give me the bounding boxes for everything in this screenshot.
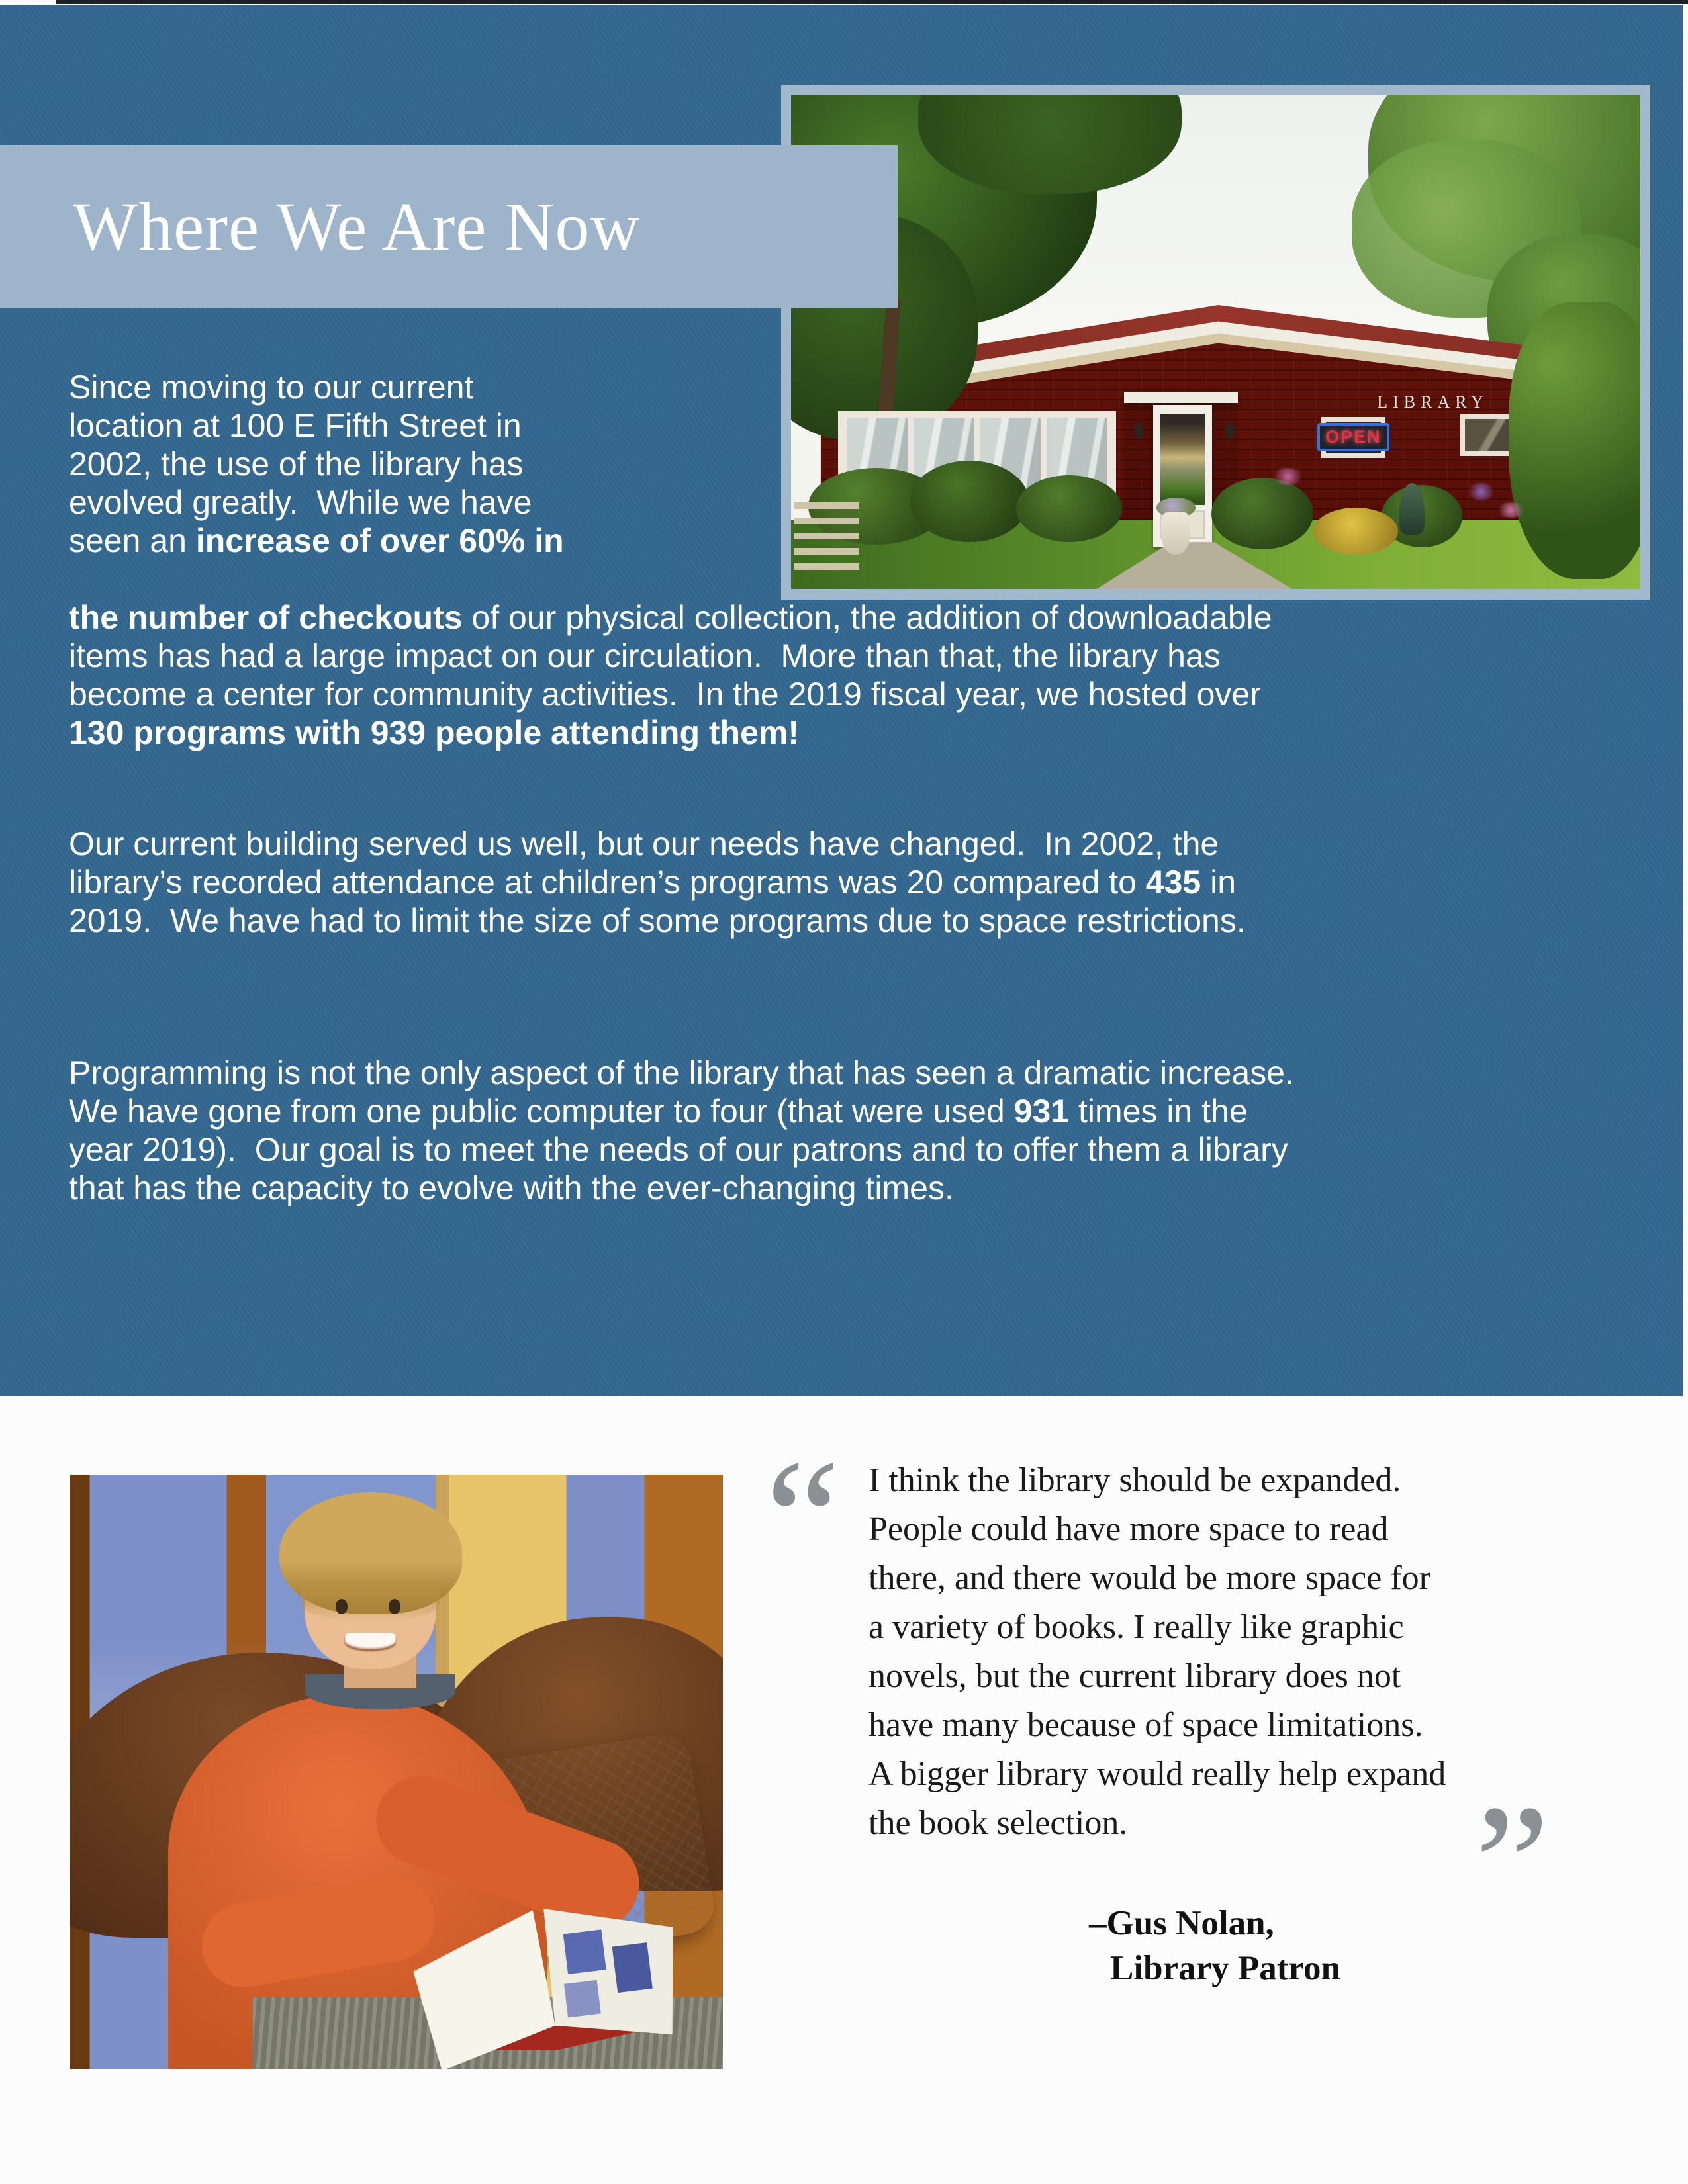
intro-paragraph-column	[69, 368, 564, 560]
text-line	[69, 1130, 1294, 1169]
attribution-role: Library Patron	[1110, 1949, 1340, 1987]
text-line	[69, 445, 564, 483]
text-segment: location at 100 E Fifth Street in	[69, 407, 522, 444]
library-photo	[791, 95, 1640, 589]
text-segment: Since moving to our current	[69, 369, 474, 406]
text-segment: of our physical collection, the addition of downloadable	[462, 599, 1272, 636]
text-segment: seen an	[69, 522, 196, 559]
purple-flowers	[1466, 483, 1496, 500]
text-segment: We have gone from one public computer to four (that were used	[69, 1093, 1014, 1130]
bush	[1016, 475, 1122, 542]
open-sign: OPEN	[1317, 423, 1389, 451]
bush	[910, 461, 1029, 542]
bench	[794, 502, 859, 571]
text-line	[69, 1169, 1294, 1207]
text-segment: 931	[1013, 1093, 1070, 1130]
library-building-sign: LIBRARY	[1377, 392, 1489, 412]
text-line: have many because of space limitations.	[868, 1706, 1423, 1744]
text-segment: that has the capacity to evolve with the ever-changing times.	[69, 1169, 954, 1206]
comic-panel	[612, 1942, 653, 1993]
text-line	[69, 825, 1246, 863]
text-segment: become a center for community activities. In the 2019 fiscal year, we hosted over	[69, 676, 1261, 713]
text-line	[69, 637, 1272, 675]
text-segment: 130 programs with 939 people attending them!	[69, 714, 800, 751]
text-line: A bigger library would really help expand	[868, 1755, 1446, 1793]
scan-artifact-line	[56, 0, 1688, 4]
text-segment: items has had a large impact on our circulation. More than that, the library has	[69, 637, 1221, 674]
bush	[1211, 478, 1313, 549]
text-segment: evolved greatly. While we have	[69, 484, 532, 521]
text-segment: increase of over 60% in	[195, 522, 564, 559]
yellow-flower-bush	[1313, 508, 1398, 555]
paragraph-programming-growth	[69, 1054, 1294, 1207]
text-segment: the number of checkouts	[69, 599, 463, 636]
close-quote-icon: ”	[1475, 1771, 1550, 1958]
open-quote-icon: “	[765, 1426, 841, 1612]
text-segment: 2019. We have had to limit the size of some programs due to space restrictions.	[69, 902, 1246, 939]
page-title: Where We Are Now	[73, 189, 641, 265]
text-segment: in	[1201, 864, 1237, 901]
porch-lamp-icon	[1225, 423, 1235, 439]
text-line	[69, 522, 564, 560]
text-line	[69, 713, 1272, 752]
text-line: a variety of books. I really like graphic	[868, 1608, 1404, 1646]
patron-quote	[868, 1456, 1446, 1848]
text-line	[69, 483, 564, 522]
pink-flowers	[1496, 502, 1526, 517]
boy-eye	[389, 1599, 400, 1614]
comic-panel	[563, 1929, 606, 1974]
boy-eye	[336, 1599, 348, 1614]
door-glass	[1160, 414, 1204, 505]
text-line	[69, 368, 564, 406]
text-segment: library’s recorded attendance at children’s programs was 20 compared to	[69, 864, 1146, 901]
text-line	[69, 1092, 1294, 1130]
text-line: novels, but the current library does not	[868, 1657, 1401, 1695]
text-line	[69, 675, 1272, 713]
text-line: People could have more space to read	[868, 1510, 1389, 1548]
text-segment: Programming is not the only aspect of the library that has seen a dramatic increase.	[69, 1054, 1294, 1091]
open-sign-window	[1321, 417, 1386, 458]
boy-smile	[345, 1633, 396, 1649]
text-segment: Our current building served us well, but our needs have changed. In 2002, the	[69, 825, 1219, 862]
tall-shrub	[1509, 302, 1640, 579]
text-line: I think the library should be expanded.	[868, 1461, 1401, 1499]
library-photo-frame	[781, 85, 1650, 600]
boy-head	[279, 1492, 462, 1676]
text-segment: 435	[1145, 864, 1201, 901]
text-line	[69, 901, 1246, 940]
text-segment: 2002, the use of the library has	[69, 445, 524, 482]
text-segment: year 2019). Our goal is to meet the needs of our patrons and to offer them a library	[69, 1131, 1288, 1168]
attribution-name: –Gus Nolan,	[1089, 1904, 1274, 1942]
text-line	[69, 598, 1272, 637]
text-line: there, and there would be more space for	[868, 1559, 1430, 1597]
text-line	[69, 863, 1246, 901]
text-line	[69, 1054, 1294, 1092]
comic-panel	[564, 1979, 601, 2017]
text-line	[69, 406, 564, 445]
boy-reading-photo	[70, 1475, 723, 2069]
text-line: the book selection.	[868, 1804, 1128, 1842]
quote-attribution	[1089, 1901, 1340, 1991]
door-canopy	[1124, 392, 1238, 404]
intro-paragraph-fullwidth	[69, 598, 1272, 752]
paragraph-building-needs	[69, 825, 1246, 940]
text-segment: times in the	[1069, 1093, 1248, 1130]
planter-urn	[1161, 512, 1190, 554]
boy-hair-fringe	[301, 1581, 440, 1621]
